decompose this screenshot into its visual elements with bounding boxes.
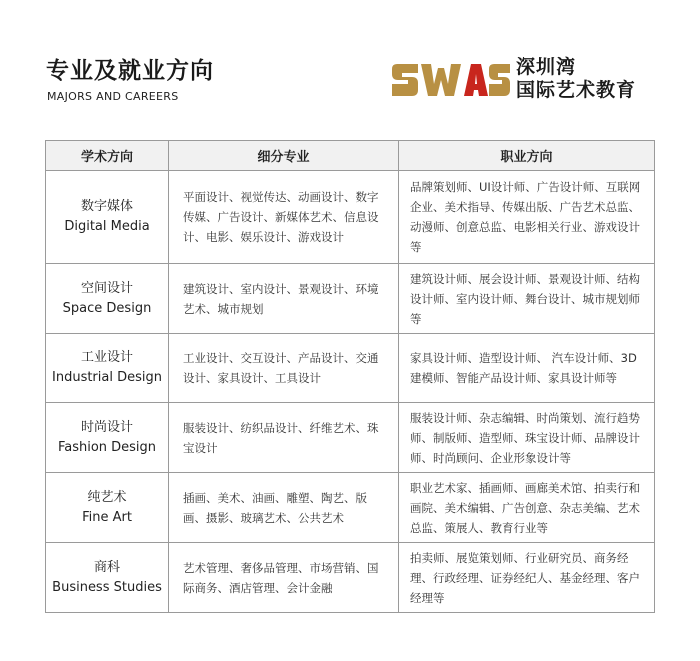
header-academic-field: 学术方向 [46, 141, 169, 171]
careers-cell: 服装设计师、杂志编辑、时尚策划、流行趋势师、制版师、造型师、珠宝设计师、品牌设计师、时尚顾问、企业形象设计等 [399, 403, 655, 473]
field-name-zh: 工业设计 [80, 350, 133, 365]
majors-cell: 建筑设计、室内设计、景观设计、环境艺术、城市规划 [169, 264, 399, 334]
table-row [46, 171, 655, 264]
field-name-zh: 数字媒体 [80, 199, 133, 214]
majors-cell: 工业设计、交互设计、产品设计、交通设计、家具设计、工具设计 [169, 334, 399, 403]
field-name-zh: 纯艺术 [87, 489, 127, 505]
careers-cell: 建筑设计师、展会设计师、景观设计师、结构设计师、室内设计师、舞台设计、城市规划师等 [399, 264, 655, 334]
field-cell [46, 264, 169, 334]
swas-logo [392, 56, 658, 102]
field-cell [46, 403, 169, 473]
swas-logo-mark [392, 58, 510, 100]
careers-cell: 职业艺术家、插画师、画廊美术馆、拍卖行和画院、美术编辑、广告创意、杂志美编、艺术总监、策展人、教育行业等 [399, 473, 655, 543]
header-careers: 职业方向 [399, 141, 655, 171]
field-name-en: Fine Art [82, 509, 132, 525]
field-cell [46, 171, 169, 264]
field-name-zh: 空间设计 [80, 280, 133, 296]
field-name-zh: 时尚设计 [80, 419, 133, 435]
table-row [46, 334, 655, 403]
field-cell [46, 473, 169, 543]
majors-cell: 艺术管理、奢侈品管理、市场营销、国际商务、酒店管理、会计金融 [169, 543, 399, 613]
field-name-en: Space Design [62, 300, 152, 316]
majors-careers-table [45, 140, 655, 613]
logo-text [516, 56, 636, 102]
careers-cell: 家具设计师、造型设计师、 汽车设计师、3D建模师、智能产品设计师、家具设计师等 [399, 334, 655, 403]
header-majors: 细分专业 [169, 141, 399, 171]
field-name-en: Digital Media [64, 219, 150, 234]
table-row [46, 264, 655, 334]
field-name-en: Industrial Design [52, 370, 162, 385]
field-name-en: Business Studies [52, 579, 162, 595]
majors-cell: 服装设计、纺织品设计、纤维艺术、珠宝设计 [169, 403, 399, 473]
page-title: 专业及就业方向 [46, 58, 214, 84]
logo-name-line1: 深圳湾 [516, 56, 577, 78]
careers-cell: 拍卖师、展览策划师、行业研究员、商务经理、行政经理、证券经纪人、基金经理、客户经理等 [399, 543, 655, 613]
logo-name-line2: 国际艺术教育 [516, 79, 637, 101]
majors-cell: 平面设计、视觉传达、动画设计、数字传媒、广告设计、新媒体艺术、信息设计、电影、娱乐设计、游戏设计 [169, 171, 399, 264]
page-subtitle: MAJORS AND CAREERS [47, 90, 179, 103]
table-row [46, 403, 655, 473]
field-name-en: Fashion Design [57, 439, 157, 455]
careers-cell: 品牌策划师、UI设计师、广告设计师、互联网企业、美术指导、传媒出版、广告艺术总监、动漫师、创意总监、电影相关行业、游戏设计等 [399, 171, 655, 264]
table-row [46, 543, 655, 613]
field-name-zh: 商科 [93, 559, 120, 575]
majors-cell: 插画、美术、油画、雕塑、陶艺、版画、摄影、玻璃艺术、公共艺术 [169, 473, 399, 543]
field-cell [46, 334, 169, 403]
field-cell [46, 543, 169, 613]
table-row [46, 473, 655, 543]
table-header-row [46, 141, 655, 171]
